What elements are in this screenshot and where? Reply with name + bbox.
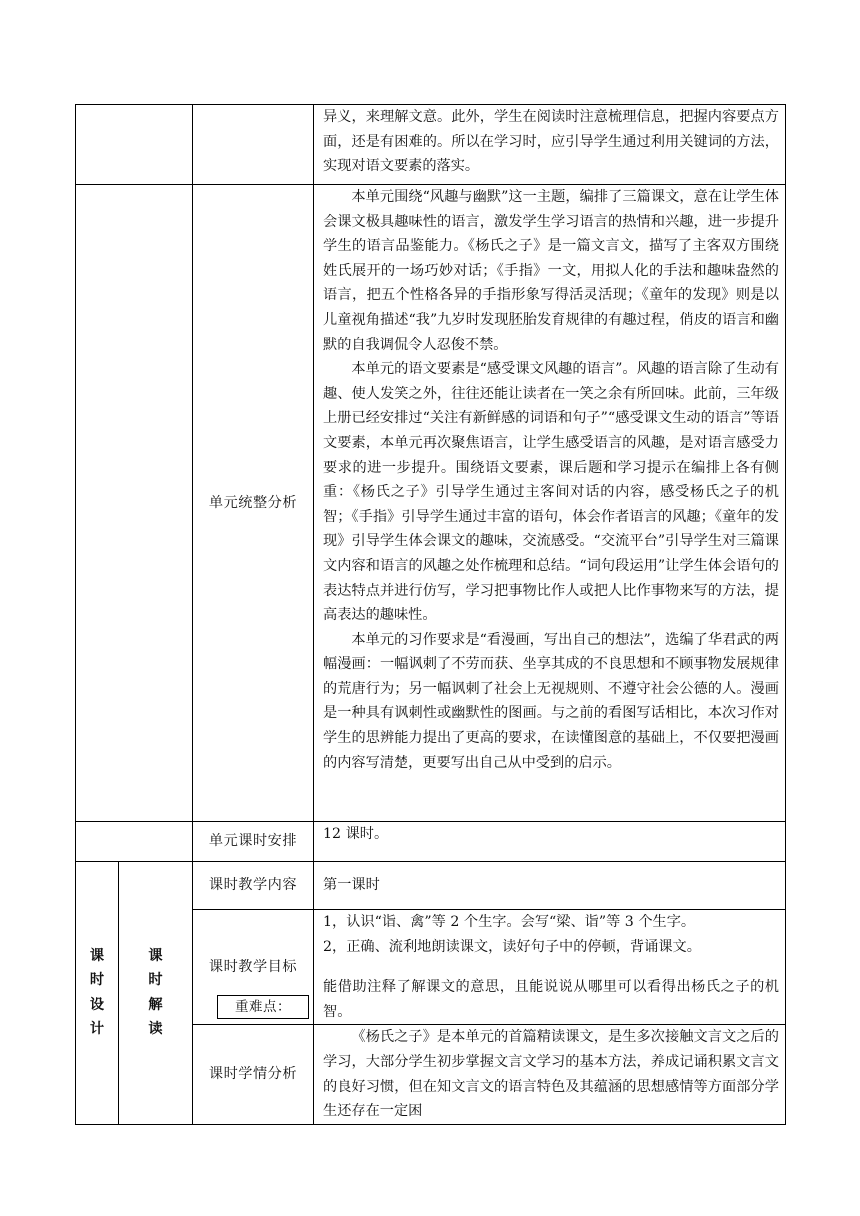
empty-cell xyxy=(76,105,193,185)
section-char: 课 xyxy=(89,947,105,964)
lesson-content-cell xyxy=(314,862,786,910)
lesson-goals-label-cell xyxy=(193,910,314,1025)
section-char: 时 xyxy=(148,972,163,989)
key-points-text: 能借助注释了解课文的意思，且能说说从哪里可以看得出杨氏之子的机智。 xyxy=(323,979,779,1020)
table-row-schedule xyxy=(76,822,786,862)
table-row-lesson-content xyxy=(76,862,786,910)
learning-analysis-content xyxy=(314,1025,786,1124)
analysis-paragraph: 本单元的习作要求是“看漫画，写出自己的想法”，选编了华君武的两幅漫画：一幅讽刺了不劳而获、坐享其成的不良思想和不顾事物发展规律的荒唐行为；另一幅讽刺了社会上无视规则、不遵守社会公德的人。漫画是一种具有讽刺性或幽默性的图画。与之前的看图写话相比，本次习作对学生的思辨能力提出了更高的要求，在读懂图意的基础上，不仅要把漫画的内容写清楚，更要写出自己从中受到的启示。 xyxy=(323,631,779,771)
empty-label-cell xyxy=(193,105,314,185)
goal-item: 1，认识“诣、禽”等 2 个生字。会写“梁、诣”等 3 个生字。 xyxy=(323,914,696,930)
learning-analysis-label: 课时学情分析 xyxy=(193,1025,314,1124)
section-char: 设 xyxy=(89,996,105,1013)
empty-cell xyxy=(76,185,193,822)
table-row-continuation xyxy=(76,105,786,185)
goal-item: 2，正确、流利地朗读课文，读好句子中的停顿，背诵课文。 xyxy=(323,938,701,955)
learning-analysis-text: 《杨氏之子》是本单元的首篇精读课文，是生多次接触文言文之后的学习，大部分学生初步掌握文言文学习的基本方法，养成记诵积累文言文的良好习惯，但在知文言文的语言特色及其蕴涵的思想感情等方面部分学生还存在一定困 xyxy=(323,1029,779,1120)
lesson-content-label: 课时教学内容 xyxy=(193,862,314,910)
unit-analysis-label: 单元统整分析 xyxy=(193,185,314,822)
analysis-paragraph: 本单元的语文要素是“感受课文风趣的语言”。风趣的语言除了生动有趣、使人发笑之外，往往还能让读者在一笑之余有所回味。此前，三年级上册已经安排过“关注有新鲜感的词语和句子”“感受课文生动的语言”等语文要素，本单元再次聚焦语言，让学生感受语言的风趣，是对语言感受力要求的进一步提升。围绕语文要素，课后题和学习提示在编排上各有侧重：《杨氏之子》引导学生通过主客间对话的内容，感受杨氏之子的机智；《手指》引导学生通过丰富的语句，体会作者语言的风趣；《童年的发现》引导学生体会课文的趣味，交流感受。“交流平台”引导学生对三篇课文内容和语言的风趣之处作梳理和总结。“词句段运用”让学生体会语句的表达特点并进行仿写，学习把事物比作人或把人比作事物来写的方法，提高表达的趣味性。 xyxy=(323,361,779,624)
schedule-content xyxy=(314,822,786,862)
empty-cell xyxy=(76,822,193,862)
key-points-box: 重难点： xyxy=(217,995,309,1019)
analysis-paragraph: 本单元围绕“风趣与幽默”这一主题，编排了三篇课文，意在让学生体会课文极具趣味性的语言，激发学生学习语言的热情和兴趣，进一步提升学生的语言品鉴能力。《杨氏之子》是一篇文言文，描写了主客双方围绕姓氏展开的一场巧妙对话；《手指》一文，用拟人化的手法和趣味盎然的语言，把五个性格各异的手指形象写得活灵活现；《童年的发现》则是以儿童视角描述“我”九岁时发现胚胎发育规律的有趣过程，俏皮的语言和幽默的自我调侃令人忍俊不禁。 xyxy=(323,189,779,353)
section-label-lesson-design xyxy=(76,862,119,1125)
section-char: 时 xyxy=(89,972,105,989)
section-char: 解 xyxy=(148,996,163,1013)
continuation-content xyxy=(314,105,786,185)
section-char: 课 xyxy=(148,947,163,964)
section-char: 计 xyxy=(89,1021,105,1038)
section-char: 读 xyxy=(148,1021,163,1038)
schedule-value: 12 课时。 xyxy=(323,826,389,842)
lesson-plan-table xyxy=(75,104,786,1125)
unit-analysis-content xyxy=(314,185,786,822)
lesson-goals-content xyxy=(314,910,786,1025)
lesson-content-value: 第一课时 xyxy=(323,877,380,894)
schedule-label: 单元课时安排 xyxy=(193,822,314,862)
lesson-goals-label: 课时教学目标 xyxy=(208,958,298,975)
document-page xyxy=(75,104,785,1125)
continuation-text: 异义，来理解文意。此外，学生在阅读时注意梳理信息，把握内容要点方面，还是有困难的。所以在学习时，应引导学生通过利用关键词的方法，实现对语文要素的落实。 xyxy=(323,109,779,175)
section-label-lesson-reading xyxy=(119,862,193,1125)
table-row-unit-analysis xyxy=(76,185,786,822)
